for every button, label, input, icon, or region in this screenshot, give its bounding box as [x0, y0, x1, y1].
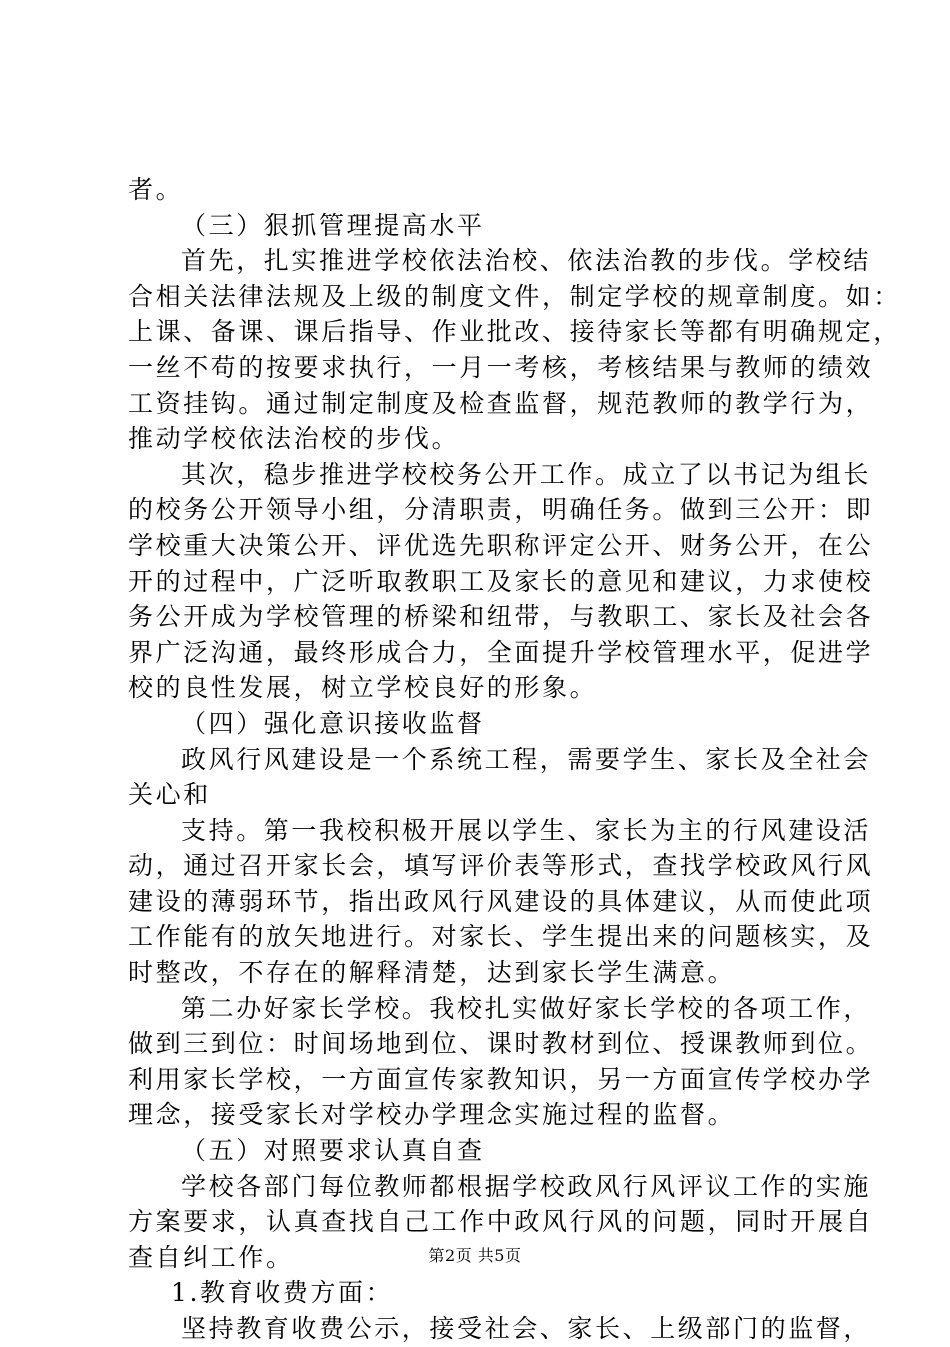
paragraph-line: 学校各部门每位教师都根据学校政风行风评议工作的实施: [181, 1171, 872, 1201]
paragraph-line: 一丝不苟的按要求执行，一月一考核，考核结果与教师的绩效: [128, 352, 874, 382]
paragraph-line: 方案要求，认真查找自己工作中政风行风的问题，同时开展自: [128, 1207, 874, 1237]
paragraph-line: 务公开成为学校管理的桥梁和纽带，与教职工、家长及社会各: [128, 602, 874, 632]
paragraph-line: 工作能有的放矢地进行。对家长、学生提出来的问题核实，及: [128, 922, 874, 952]
paragraph-line: 首先，扎实推进学校依法治校、依法治教的步伐。学校结: [181, 246, 872, 276]
paragraph-line: 开的过程中，广泛听取教职工及家长的意见和建议，力求使校: [128, 566, 874, 596]
paragraph-line: 做到三到位：时间场地到位、课时教材到位、授课教师到位。: [128, 1029, 874, 1059]
paragraph-line: 坚持教育收费公示，接受社会、家长、上级部门的监督，: [181, 1314, 872, 1343]
paragraph-line: 利用家长学校，一方面宣传家教知识，另一方面宣传学校办学: [128, 1064, 874, 1094]
paragraph-line: 时整改，不存在的解释清楚，达到家长学生满意。: [128, 958, 736, 988]
paragraph-line: 的校务公开领导小组，分清职责，明确任务。做到三公开：即: [128, 495, 874, 525]
paragraph-line: 第二办好家长学校。我校扎实做好家长学校的各项工作，: [181, 993, 872, 1023]
paragraph-line: 学校重大决策公开、评优选先职称评定公开、财务公开，在公: [128, 530, 874, 560]
paragraph-line: 界广泛沟通，最终形成合力，全面提升学校管理水平，促进学: [128, 637, 874, 667]
paragraph-line: 动，通过召开家长会，填写评价表等形式，查找学校政风行风: [128, 851, 874, 881]
subsection-heading: 1.教育收费方面：: [171, 1278, 394, 1308]
paragraph-line: 理念，接受家长对学校办学理念实施过程的监督。: [128, 1100, 736, 1130]
paragraph-line: 支持。第一我校积极开展以学生、家长为主的行风建设活: [181, 815, 872, 845]
section-heading-5: （五）对照要求认真自查: [181, 1136, 485, 1166]
paragraph-line: 者。: [128, 175, 184, 204]
paragraph-line: 关心和: [128, 780, 211, 810]
paragraph-line: 推动学校依法治校的步伐。: [128, 424, 460, 454]
section-heading-3: （三）狠抓管理提高水平: [181, 210, 485, 240]
paragraph-line: 上课、备课、课后指导、作业批改、接待家长等都有明确规定，: [128, 317, 901, 347]
paragraph-line: 政风行风建设是一个系统工程，需要学生、家长及全社会: [181, 744, 872, 774]
paragraph-line: 校的良性发展，树立学校良好的形象。: [128, 673, 598, 703]
document-body: [128, 172, 901, 1347]
paragraph-line: 建设的薄弱环节，指出政风行风建设的具体建议，从而使此项: [128, 886, 874, 916]
paragraph-line: 合相关法律法规及上级的制度文件，制定学校的规章制度。如：: [128, 281, 901, 311]
page-number: 第2页 共5页: [428, 1246, 522, 1265]
page-footer: [0, 1244, 950, 1268]
paragraph-line: 其次，稳步推进学校校务公开工作。成立了以书记为组长: [181, 459, 872, 489]
paragraph-line: 查自纠工作。: [128, 1242, 294, 1272]
section-heading-4: （四）强化意识接收监督: [181, 708, 485, 738]
paragraph-line: 工资挂钩。通过制定制度及检查监督，规范教师的教学行为，: [128, 388, 874, 418]
